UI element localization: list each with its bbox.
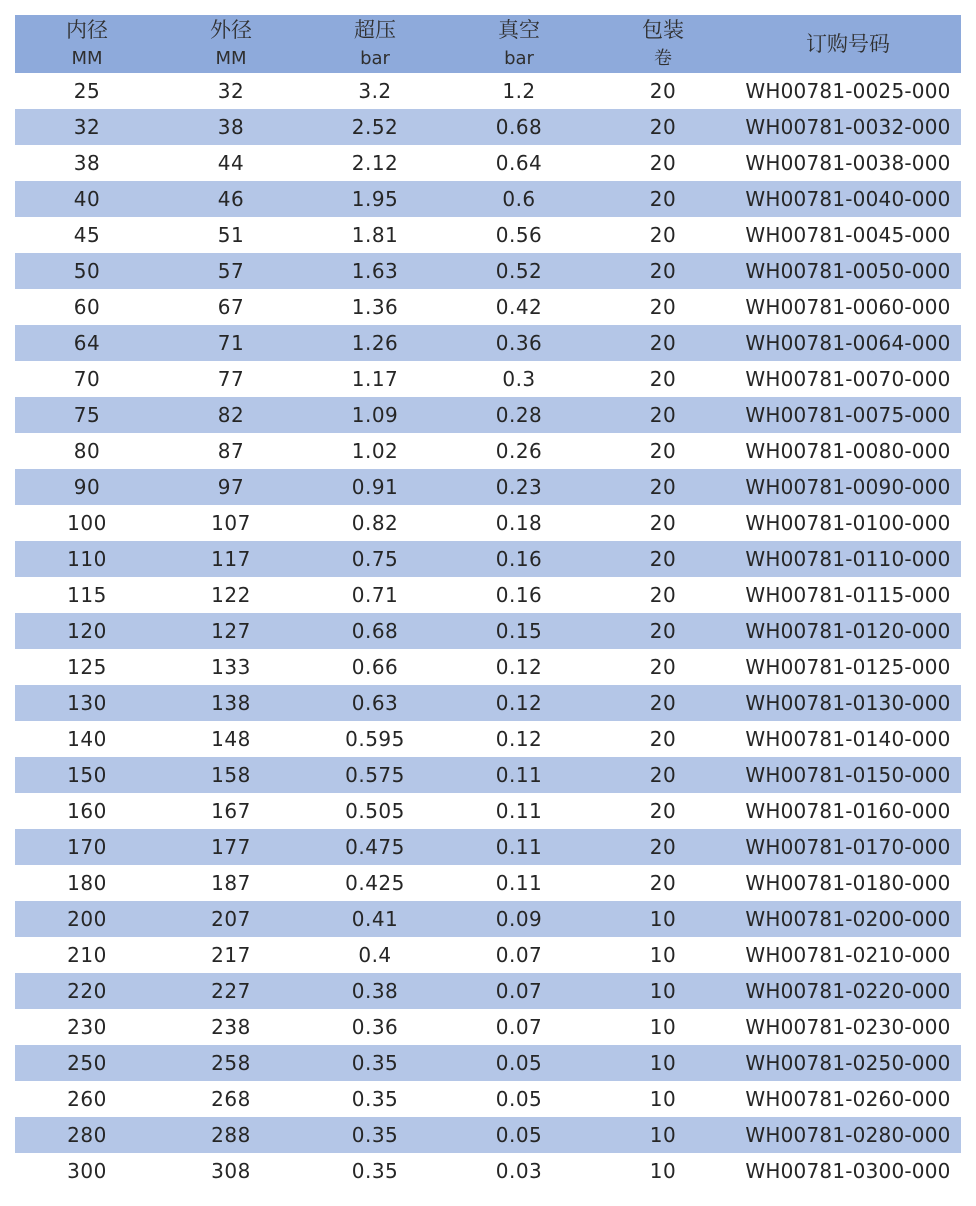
cell-inner-diameter: 200	[67, 907, 107, 931]
table-row	[15, 253, 961, 289]
header-inner-diameter-title: 内径	[66, 18, 108, 42]
cell-overpressure: 0.595	[345, 727, 405, 751]
cell-vacuum: 0.05	[495, 1087, 543, 1111]
cell-overpressure: 1.95	[351, 187, 399, 211]
cell-vacuum: 0.11	[495, 763, 543, 787]
cell-order-number: WH00781-0210-000	[745, 943, 951, 967]
table-row	[15, 1153, 961, 1189]
table-row	[15, 901, 961, 937]
cell-vacuum: 0.09	[495, 907, 543, 931]
cell-vacuum: 0.3	[502, 367, 536, 391]
header-inner-diameter-unit: MM	[71, 48, 103, 69]
table-row	[15, 505, 961, 541]
table-row	[15, 577, 961, 613]
cell-packaging: 10	[649, 1015, 677, 1039]
cell-vacuum: 0.6	[502, 187, 536, 211]
cell-overpressure: 0.505	[345, 799, 405, 823]
cell-overpressure: 0.575	[345, 763, 405, 787]
cell-overpressure: 0.63	[351, 691, 399, 715]
cell-order-number: WH00781-0060-000	[745, 295, 951, 319]
spec-table-container	[15, 15, 961, 1189]
table-row	[15, 793, 961, 829]
cell-vacuum: 0.07	[495, 979, 543, 1003]
cell-overpressure: 1.36	[351, 295, 399, 319]
cell-inner-diameter: 80	[73, 439, 101, 463]
cell-overpressure: 0.35	[351, 1123, 399, 1147]
cell-outer-diameter: 258	[211, 1051, 251, 1075]
cell-outer-diameter: 133	[211, 655, 251, 679]
cell-order-number: WH00781-0300-000	[745, 1159, 951, 1183]
cell-packaging: 20	[649, 583, 677, 607]
cell-vacuum: 0.12	[495, 655, 543, 679]
cell-order-number: WH00781-0090-000	[745, 475, 951, 499]
cell-packaging: 20	[649, 151, 677, 175]
cell-packaging: 20	[649, 835, 677, 859]
cell-inner-diameter: 115	[67, 583, 107, 607]
table-row	[15, 757, 961, 793]
table-row	[15, 829, 961, 865]
cell-packaging: 20	[649, 187, 677, 211]
cell-inner-diameter: 75	[73, 403, 101, 427]
table-row	[15, 109, 961, 145]
cell-vacuum: 0.05	[495, 1051, 543, 1075]
cell-vacuum: 0.18	[495, 511, 543, 535]
cell-outer-diameter: 46	[217, 187, 245, 211]
header-outer-diameter-title: 外径	[210, 18, 252, 42]
cell-inner-diameter: 40	[73, 187, 101, 211]
table-row	[15, 145, 961, 181]
cell-packaging: 10	[649, 979, 677, 1003]
cell-outer-diameter: 38	[217, 115, 245, 139]
cell-inner-diameter: 210	[67, 943, 107, 967]
cell-overpressure: 0.38	[351, 979, 399, 1003]
cell-packaging: 20	[649, 547, 677, 571]
cell-order-number: WH00781-0100-000	[745, 511, 951, 535]
header-order-number-title: 订购号码	[806, 31, 890, 56]
cell-order-number: WH00781-0110-000	[745, 547, 951, 571]
cell-packaging: 20	[649, 475, 677, 499]
cell-outer-diameter: 308	[211, 1159, 251, 1183]
table-row	[15, 865, 961, 901]
cell-order-number: WH00781-0180-000	[745, 871, 951, 895]
cell-vacuum: 0.11	[495, 871, 543, 895]
cell-overpressure: 0.82	[351, 511, 399, 535]
cell-outer-diameter: 71	[217, 331, 245, 355]
header-outer-diameter-unit: MM	[215, 48, 247, 69]
cell-order-number: WH00781-0260-000	[745, 1087, 951, 1111]
table-row	[15, 613, 961, 649]
cell-order-number: WH00781-0045-000	[745, 223, 951, 247]
table-row	[15, 937, 961, 973]
cell-packaging: 10	[649, 943, 677, 967]
table-row	[15, 1117, 961, 1153]
cell-outer-diameter: 217	[211, 943, 251, 967]
cell-order-number: WH00781-0080-000	[745, 439, 951, 463]
header-packaging-title: 包装	[642, 18, 684, 42]
cell-overpressure: 0.91	[351, 475, 399, 499]
cell-overpressure: 0.35	[351, 1159, 399, 1183]
cell-packaging: 20	[649, 115, 677, 139]
cell-outer-diameter: 107	[211, 511, 251, 535]
cell-overpressure: 2.12	[351, 151, 399, 175]
cell-outer-diameter: 87	[217, 439, 245, 463]
table-row	[15, 73, 961, 109]
cell-packaging: 10	[649, 1087, 677, 1111]
cell-inner-diameter: 260	[67, 1087, 107, 1111]
cell-packaging: 20	[649, 295, 677, 319]
cell-order-number: WH00781-0140-000	[745, 727, 951, 751]
cell-order-number: WH00781-0125-000	[745, 655, 951, 679]
table-row	[15, 541, 961, 577]
cell-overpressure: 0.75	[351, 547, 399, 571]
cell-overpressure: 1.63	[351, 259, 399, 283]
cell-vacuum: 0.12	[495, 727, 543, 751]
table-header	[15, 15, 961, 73]
cell-inner-diameter: 250	[67, 1051, 107, 1075]
cell-vacuum: 0.56	[495, 223, 543, 247]
cell-packaging: 20	[649, 619, 677, 643]
cell-order-number: WH00781-0150-000	[745, 763, 951, 787]
cell-order-number: WH00781-0200-000	[745, 907, 951, 931]
cell-inner-diameter: 150	[67, 763, 107, 787]
cell-inner-diameter: 25	[73, 79, 101, 103]
cell-overpressure: 0.41	[351, 907, 399, 931]
cell-order-number: WH00781-0050-000	[745, 259, 951, 283]
cell-packaging: 20	[649, 511, 677, 535]
cell-inner-diameter: 32	[73, 115, 101, 139]
cell-order-number: WH00781-0170-000	[745, 835, 951, 859]
cell-outer-diameter: 117	[211, 547, 251, 571]
cell-vacuum: 1.2	[502, 79, 536, 103]
header-order-number	[735, 15, 961, 73]
cell-vacuum: 0.36	[495, 331, 543, 355]
cell-inner-diameter: 130	[67, 691, 107, 715]
cell-inner-diameter: 180	[67, 871, 107, 895]
header-vacuum	[447, 15, 591, 73]
cell-outer-diameter: 227	[211, 979, 251, 1003]
cell-packaging: 20	[649, 691, 677, 715]
cell-outer-diameter: 97	[217, 475, 245, 499]
header-packaging	[591, 15, 735, 73]
cell-packaging: 20	[649, 367, 677, 391]
cell-overpressure: 3.2	[358, 79, 392, 103]
header-vacuum-title: 真空	[498, 18, 540, 42]
cell-outer-diameter: 238	[211, 1015, 251, 1039]
cell-order-number: WH00781-0025-000	[745, 79, 951, 103]
header-vacuum-unit: bar	[504, 48, 534, 69]
cell-inner-diameter: 100	[67, 511, 107, 535]
cell-overpressure: 2.52	[351, 115, 399, 139]
table-row	[15, 469, 961, 505]
table-row	[15, 289, 961, 325]
cell-packaging: 20	[649, 655, 677, 679]
cell-outer-diameter: 67	[217, 295, 245, 319]
table-row	[15, 433, 961, 469]
cell-outer-diameter: 177	[211, 835, 251, 859]
cell-outer-diameter: 167	[211, 799, 251, 823]
cell-packaging: 20	[649, 331, 677, 355]
table-row	[15, 1045, 961, 1081]
table-row	[15, 721, 961, 757]
cell-outer-diameter: 207	[211, 907, 251, 931]
header-packaging-unit: 卷	[654, 48, 672, 69]
cell-vacuum: 0.12	[495, 691, 543, 715]
cell-inner-diameter: 90	[73, 475, 101, 499]
table-body	[15, 73, 961, 1189]
cell-vacuum: 0.03	[495, 1159, 543, 1183]
cell-inner-diameter: 64	[73, 331, 101, 355]
cell-overpressure: 0.35	[351, 1051, 399, 1075]
cell-overpressure: 1.09	[351, 403, 399, 427]
spec-table	[15, 15, 961, 1189]
header-row	[15, 15, 961, 73]
cell-outer-diameter: 122	[211, 583, 251, 607]
cell-outer-diameter: 288	[211, 1123, 251, 1147]
header-inner-diameter	[15, 15, 159, 73]
cell-inner-diameter: 50	[73, 259, 101, 283]
cell-outer-diameter: 187	[211, 871, 251, 895]
cell-packaging: 20	[649, 79, 677, 103]
table-row	[15, 685, 961, 721]
cell-vacuum: 0.15	[495, 619, 543, 643]
cell-vacuum: 0.07	[495, 943, 543, 967]
table-row	[15, 217, 961, 253]
cell-vacuum: 0.11	[495, 799, 543, 823]
cell-outer-diameter: 44	[217, 151, 245, 175]
cell-inner-diameter: 300	[67, 1159, 107, 1183]
cell-inner-diameter: 230	[67, 1015, 107, 1039]
cell-inner-diameter: 125	[67, 655, 107, 679]
cell-vacuum: 0.23	[495, 475, 543, 499]
cell-order-number: WH00781-0230-000	[745, 1015, 951, 1039]
cell-outer-diameter: 32	[217, 79, 245, 103]
header-overpressure-unit: bar	[360, 48, 390, 69]
cell-outer-diameter: 57	[217, 259, 245, 283]
table-row	[15, 397, 961, 433]
cell-overpressure: 0.4	[358, 943, 392, 967]
cell-vacuum: 0.05	[495, 1123, 543, 1147]
cell-packaging: 10	[649, 1159, 677, 1183]
cell-packaging: 20	[649, 871, 677, 895]
cell-overpressure: 1.81	[351, 223, 399, 247]
cell-inner-diameter: 140	[67, 727, 107, 751]
cell-vacuum: 0.16	[495, 547, 543, 571]
cell-inner-diameter: 60	[73, 295, 101, 319]
cell-order-number: WH00781-0220-000	[745, 979, 951, 1003]
cell-outer-diameter: 268	[211, 1087, 251, 1111]
cell-outer-diameter: 51	[217, 223, 245, 247]
cell-order-number: WH00781-0115-000	[745, 583, 951, 607]
cell-vacuum: 0.64	[495, 151, 543, 175]
cell-outer-diameter: 82	[217, 403, 245, 427]
table-row	[15, 1081, 961, 1117]
cell-vacuum: 0.52	[495, 259, 543, 283]
table-row	[15, 181, 961, 217]
header-outer-diameter	[159, 15, 303, 73]
cell-overpressure: 0.35	[351, 1087, 399, 1111]
cell-packaging: 20	[649, 727, 677, 751]
cell-inner-diameter: 45	[73, 223, 101, 247]
cell-overpressure: 0.36	[351, 1015, 399, 1039]
cell-order-number: WH00781-0038-000	[745, 151, 951, 175]
cell-overpressure: 1.02	[351, 439, 399, 463]
table-row	[15, 649, 961, 685]
cell-packaging: 10	[649, 907, 677, 931]
cell-order-number: WH00781-0064-000	[745, 331, 951, 355]
cell-order-number: WH00781-0280-000	[745, 1123, 951, 1147]
table-row	[15, 361, 961, 397]
cell-outer-diameter: 148	[211, 727, 251, 751]
cell-overpressure: 0.66	[351, 655, 399, 679]
cell-inner-diameter: 220	[67, 979, 107, 1003]
cell-packaging: 20	[649, 403, 677, 427]
table-row	[15, 973, 961, 1009]
cell-vacuum: 0.11	[495, 835, 543, 859]
cell-vacuum: 0.16	[495, 583, 543, 607]
cell-packaging: 20	[649, 259, 677, 283]
table-row	[15, 325, 961, 361]
cell-packaging: 10	[649, 1051, 677, 1075]
cell-vacuum: 0.68	[495, 115, 543, 139]
cell-inner-diameter: 110	[67, 547, 107, 571]
cell-packaging: 20	[649, 439, 677, 463]
cell-order-number: WH00781-0075-000	[745, 403, 951, 427]
cell-packaging: 20	[649, 223, 677, 247]
cell-inner-diameter: 70	[73, 367, 101, 391]
cell-outer-diameter: 138	[211, 691, 251, 715]
cell-vacuum: 0.26	[495, 439, 543, 463]
cell-packaging: 10	[649, 1123, 677, 1147]
cell-order-number: WH00781-0120-000	[745, 619, 951, 643]
header-overpressure-title: 超压	[354, 18, 396, 42]
cell-order-number: WH00781-0160-000	[745, 799, 951, 823]
cell-vacuum: 0.42	[495, 295, 543, 319]
cell-overpressure: 0.425	[345, 871, 405, 895]
cell-vacuum: 0.28	[495, 403, 543, 427]
cell-outer-diameter: 158	[211, 763, 251, 787]
cell-overpressure: 0.71	[351, 583, 399, 607]
cell-inner-diameter: 280	[67, 1123, 107, 1147]
cell-inner-diameter: 170	[67, 835, 107, 859]
cell-outer-diameter: 77	[217, 367, 245, 391]
cell-inner-diameter: 38	[73, 151, 101, 175]
cell-overpressure: 1.26	[351, 331, 399, 355]
cell-outer-diameter: 127	[211, 619, 251, 643]
cell-overpressure: 0.68	[351, 619, 399, 643]
cell-order-number: WH00781-0250-000	[745, 1051, 951, 1075]
header-overpressure	[303, 15, 447, 73]
cell-order-number: WH00781-0070-000	[745, 367, 951, 391]
cell-packaging: 20	[649, 763, 677, 787]
cell-overpressure: 1.17	[351, 367, 399, 391]
cell-inner-diameter: 160	[67, 799, 107, 823]
table-row	[15, 1009, 961, 1045]
cell-vacuum: 0.07	[495, 1015, 543, 1039]
cell-packaging: 20	[649, 799, 677, 823]
cell-order-number: WH00781-0130-000	[745, 691, 951, 715]
cell-order-number: WH00781-0040-000	[745, 187, 951, 211]
cell-order-number: WH00781-0032-000	[745, 115, 951, 139]
cell-inner-diameter: 120	[67, 619, 107, 643]
cell-overpressure: 0.475	[345, 835, 405, 859]
